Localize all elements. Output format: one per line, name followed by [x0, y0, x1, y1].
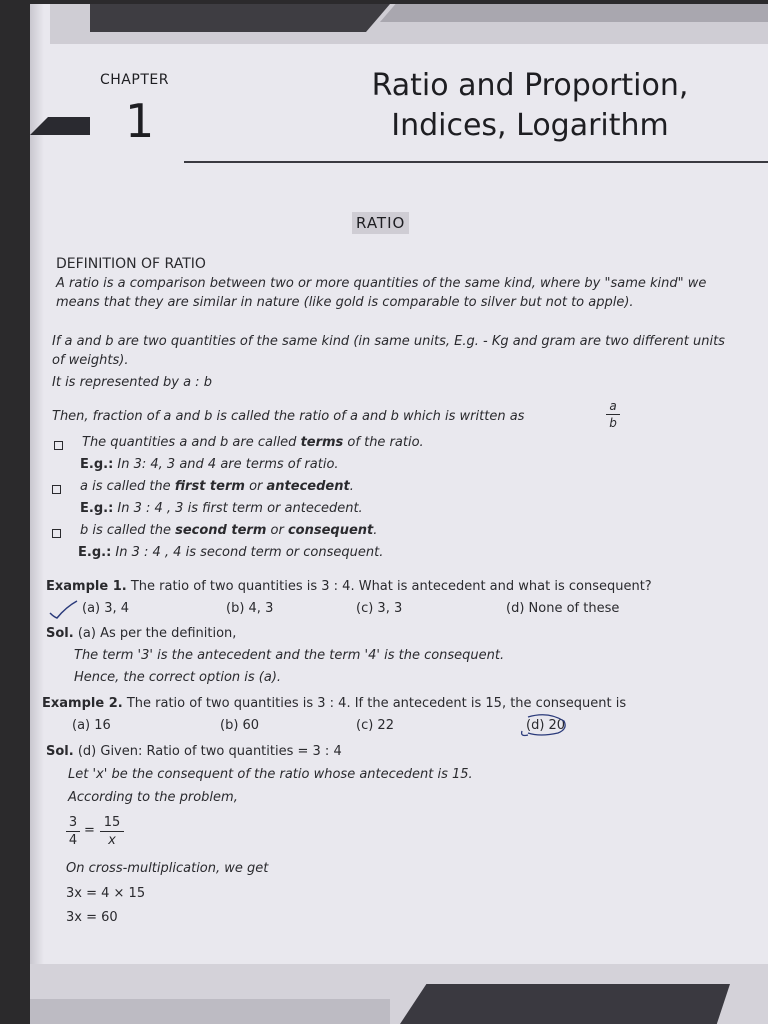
eg-label: E.g.: — [80, 457, 114, 472]
chapter-number: 1 — [125, 94, 155, 148]
header-band — [50, 4, 768, 44]
example-1-option-a: (a) 3, 4 — [82, 601, 130, 616]
footer-band-dark-stripe — [400, 984, 730, 1024]
example-1-option-b: (b) 4, 3 — [226, 601, 274, 616]
example-1-question: The ratio of two quantities is 3 : 4. What is antecedent and what is consequent? — [130, 579, 652, 594]
bullet-2-bold2: antecedent — [266, 479, 350, 494]
equation-step-2: 3x = 60 — [66, 910, 118, 925]
bullet-2-example — [80, 498, 363, 519]
bullet-2-mid: or — [244, 479, 267, 494]
bullet-3-post: . — [373, 523, 378, 538]
page-binding-shadow — [30, 4, 44, 1024]
equation-equals: = — [84, 823, 95, 838]
bullet-box — [52, 529, 61, 538]
textbook-page — [30, 4, 768, 1024]
example-2-option-a: (a) 16 — [72, 718, 111, 733]
example-2-solution-line-1 — [46, 741, 342, 762]
equation-right-fraction — [100, 814, 124, 849]
solution-label: Sol. — [46, 744, 74, 759]
bullet-3-example — [78, 542, 383, 563]
bullet-1-example — [80, 454, 339, 475]
example-1-solution-line-2: The term '3' is the antecedent and the term '4' is the consequent. — [74, 648, 505, 663]
definition-heading: DEFINITION OF RATIO — [56, 256, 206, 272]
example-2-sol-text: (d) Given: Ratio of two quantities = 3 : 4 — [77, 744, 342, 759]
chapter-title — [330, 66, 730, 146]
bullet-1-bold: terms — [300, 435, 344, 450]
example-1-label: Example 1. — [46, 579, 127, 594]
fraction-bar — [100, 831, 124, 832]
bullet-2-pre: a is called the — [80, 479, 175, 494]
eg-label: E.g.: — [78, 545, 112, 560]
eg-label: E.g.: — [80, 501, 114, 516]
definition-paragraph-3: It is represented by a : b — [52, 375, 212, 390]
fraction-bar — [66, 831, 80, 832]
footer-band-light-stripe — [30, 999, 390, 1024]
example-2-line — [42, 693, 626, 714]
bullet-3-example-text: In 3 : 4 , 4 is second term or consequent. — [111, 545, 384, 560]
example-1-line — [46, 576, 652, 597]
bullet-3-bold: second term — [175, 523, 267, 538]
example-2-question: The ratio of two quantities is 3 : 4. If the antecedent is 15, the consequent is — [126, 696, 627, 711]
example-2-solution-line-2: Let 'x' be the consequent of the ratio whose antecedent is 15. — [68, 767, 473, 782]
definition-paragraph-2: If a and b are two quantities of the same kind (in same units, E.g. - Kg and gram are two different units of weights). — [52, 334, 725, 368]
eq-right-numerator: 15 — [103, 815, 121, 830]
header-band-grey-stripe — [380, 4, 768, 22]
example-1-sol-text: (a) As per the definition, — [77, 626, 237, 641]
example-2-option-b: (b) 60 — [220, 718, 260, 733]
footer-band — [30, 964, 768, 1024]
bullet-3-text — [80, 520, 377, 541]
handwritten-answer-mark — [518, 713, 570, 737]
bullet-3-bold2: consequent — [287, 523, 374, 538]
ratio-fraction-sentence: Then, fraction of a and b is called the ratio of a and b which is written as — [52, 409, 525, 424]
title-rule — [184, 161, 768, 163]
chapter-label: CHAPTER — [100, 72, 169, 88]
definition-paragraph-1: A ratio is a comparison between two or more quantities of the same kind, where by "same kind" we means that they are similar in nature (like gold is comparable to silver but not to apple). — [56, 276, 707, 310]
bullet-1-pre: The quantities a and b are called — [82, 435, 301, 450]
cross-multiplication-line: On cross-multiplication, we get — [66, 861, 269, 876]
bullet-2-post: . — [349, 479, 354, 494]
eq-left-numerator: 3 — [68, 815, 78, 830]
example-1-solution-line-1 — [46, 623, 236, 644]
bullet-box — [52, 485, 61, 494]
bullet-1-post: of the ratio. — [343, 435, 424, 450]
solution-label: Sol. — [46, 626, 74, 641]
chapter-title-line2: Indices, Logarithm — [391, 108, 669, 143]
example-2-label: Example 2. — [42, 696, 123, 711]
bullet-2-bold: first term — [174, 479, 245, 494]
equation-left-fraction — [66, 814, 80, 849]
bullet-box — [54, 441, 63, 450]
handwritten-tick-mark — [48, 599, 78, 619]
header-band-dark-stripe — [90, 4, 390, 32]
example-1-solution-line-3: Hence, the correct option is (a). — [74, 670, 282, 685]
example-2-option-c: (c) 22 — [356, 718, 394, 733]
chapter-title-line1: Ratio and Proportion, — [371, 68, 689, 103]
eq-right-denominator: x — [108, 833, 116, 848]
example-2-solution-line-3: According to the problem, — [68, 790, 238, 805]
fraction-denominator: b — [609, 416, 617, 430]
example-1-option-d: (d) None of these — [506, 601, 620, 616]
fraction-numerator: a — [609, 399, 617, 413]
bullet-3-mid: or — [266, 523, 288, 538]
bullet-3-pre: b is called the — [80, 523, 176, 538]
example-2-option-d: (d) 20 — [526, 718, 566, 733]
fraction-bar — [606, 414, 620, 415]
eq-left-denominator: 4 — [68, 833, 78, 848]
example-1-option-c: (c) 3, 3 — [356, 601, 403, 616]
ratio-fraction — [606, 399, 620, 430]
bullet-2-text — [80, 476, 354, 497]
bullet-1-example-text: In 3: 4, 3 and 4 are terms of ratio. — [113, 457, 339, 472]
equation-step-1: 3x = 4 × 15 — [66, 886, 146, 901]
bullet-2-example-text: In 3 : 4 , 3 is first term or antecedent. — [113, 501, 363, 516]
section-heading: RATIO — [352, 212, 409, 234]
bullet-1-text — [82, 432, 424, 453]
